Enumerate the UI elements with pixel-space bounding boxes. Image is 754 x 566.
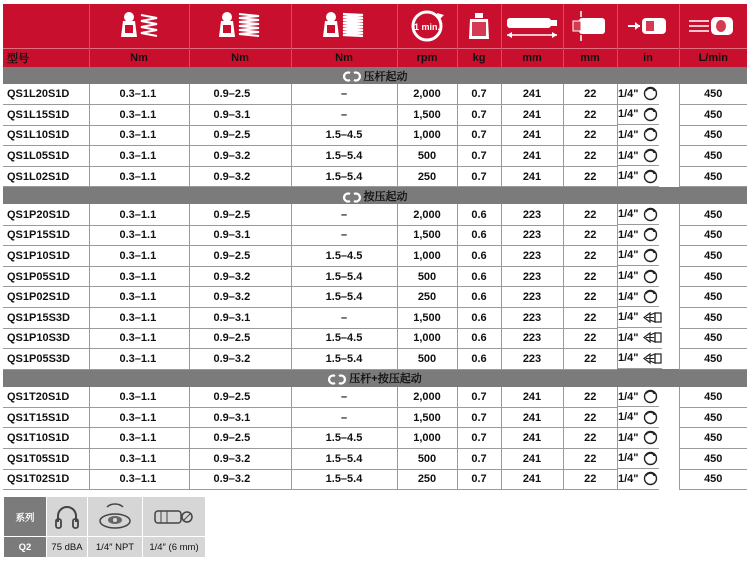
cell-air: 450 [679,125,747,146]
spindle-icon [563,4,617,49]
table-row [3,428,747,449]
unit-weight: kg [457,49,501,68]
rotation-icon [343,192,361,203]
cell-model: QS1P05S1D [3,266,89,287]
cell-model: QS1L05S1D [3,146,89,167]
cell-inlet [617,449,659,470]
cell-air: 450 [679,387,747,408]
cell-mm2: 22 [563,146,617,167]
cell-mm1: 241 [501,469,563,490]
inlet-size: 1/4" [618,390,639,403]
cell-c3: 1.5–5.4 [291,349,397,370]
cell-air: 450 [679,246,747,267]
table-row [3,266,747,287]
section-title-cell [3,187,747,205]
cell-mm1: 241 [501,449,563,470]
cell-inlet [617,105,659,126]
cell-c3: – [291,84,397,105]
nut-spring-light-icon [89,4,189,49]
swivel-icon [642,227,659,242]
section-title: 按压起动 [363,190,408,203]
unit-header-row [3,49,747,68]
cell-model: QS1T15S1D [3,407,89,428]
cell-mm1: 223 [501,266,563,287]
hose-barb-icon [642,352,662,365]
cell-inlet [617,307,662,328]
cell-c2: 0.9–2.5 [189,387,291,408]
cell-mm2: 22 [563,349,617,370]
cell-c3: 1.5–5.4 [291,146,397,167]
cell-air: 450 [679,307,747,328]
cell-mm2: 22 [563,125,617,146]
cell-air: 450 [679,105,747,126]
table-row [3,449,747,470]
cell-inlet [617,125,659,146]
inlet-size: 1/4" [618,249,639,262]
swivel-icon [642,410,659,425]
cell-c3: 1.5–4.5 [291,246,397,267]
cell-kg: 0.7 [457,125,501,146]
cell-kg: 0.7 [457,407,501,428]
legend-series-value: Q2 [4,537,47,558]
hose-barb-icon [642,331,662,344]
cell-kg: 0.6 [457,287,501,308]
cell-model: QS1T10S1D [3,428,89,449]
cell-inlet [617,246,659,267]
cell-inlet [617,166,659,187]
hose-size-icon [143,497,206,537]
hose-barb-icon [642,311,662,324]
cell-c2: 0.9–2.5 [189,125,291,146]
legend-series-label: 系列 [4,497,47,537]
unit-model: 型号 [3,49,89,68]
cell-c1: 0.3–1.1 [89,469,189,490]
cell-model: QS1L15S1D [3,105,89,126]
cell-air: 450 [679,225,747,246]
cell-rpm: 500 [397,146,457,167]
cell-model: QS1P15S1D [3,225,89,246]
rotation-icon [328,374,346,385]
cell-rpm: 1,000 [397,125,457,146]
swivel-icon [642,169,659,184]
cell-mm1: 223 [501,349,563,370]
cell-c2: 0.9–3.2 [189,469,291,490]
swivel-icon [642,86,659,101]
unit-speed: rpm [397,49,457,68]
cell-kg: 0.7 [457,449,501,470]
swivel-icon [642,430,659,445]
cell-model: QS1P15S3D [3,307,89,328]
cell-c2: 0.9–3.1 [189,105,291,126]
cell-mm2: 22 [563,204,617,225]
cell-c3: 1.5–5.4 [291,469,397,490]
cell-kg: 0.7 [457,105,501,126]
cell-kg: 0.6 [457,349,501,370]
cell-rpm: 2,000 [397,387,457,408]
unit-torque-light: Nm [89,49,189,68]
cell-kg: 0.7 [457,146,501,167]
cell-c1: 0.3–1.1 [89,105,189,126]
legend-hose-value: 1/4″ (6 mm) [143,537,206,558]
legend-thread-value: 1/4″ NPT [88,537,143,558]
cell-kg: 0.6 [457,225,501,246]
cell-rpm: 1,000 [397,246,457,267]
section-header [3,369,747,387]
inlet-size: 1/4" [618,270,639,283]
cell-c2: 0.9–3.1 [189,225,291,246]
svg-text:1 min.: 1 min. [413,22,441,32]
speed-dial-icon [397,4,457,49]
cell-mm1: 241 [501,428,563,449]
table-row [3,407,747,428]
inlet-size: 1/4" [618,87,639,100]
cell-model: QS1L20S1D [3,84,89,105]
table-row [3,166,747,187]
cell-inlet [617,407,659,428]
cell-c1: 0.3–1.1 [89,387,189,408]
length-icon [501,4,563,49]
cell-c3: 1.5–4.5 [291,328,397,349]
cell-kg: 0.6 [457,328,501,349]
unit-air: L/min [679,49,747,68]
cell-mm2: 22 [563,428,617,449]
swivel-icon [642,248,659,263]
cell-c2: 0.9–2.5 [189,328,291,349]
cell-inlet [617,469,659,490]
cell-rpm: 500 [397,449,457,470]
table-row [3,204,747,225]
cell-kg: 0.7 [457,166,501,187]
cell-mm2: 22 [563,266,617,287]
inlet-size: 1/4" [618,128,639,141]
unit-spindle: mm [563,49,617,68]
cell-kg: 0.6 [457,246,501,267]
cell-c1: 0.3–1.1 [89,307,189,328]
cell-rpm: 1,500 [397,307,457,328]
section-header [3,187,747,205]
cell-inlet [617,146,659,167]
cell-c3: 1.5–5.4 [291,449,397,470]
cell-mm2: 22 [563,449,617,470]
cell-c2: 0.9–3.1 [189,307,291,328]
cell-mm2: 22 [563,407,617,428]
inlet-size: 1/4" [618,228,639,241]
cell-c1: 0.3–1.1 [89,146,189,167]
cell-mm2: 22 [563,246,617,267]
inlet-size: 1/4" [618,290,639,303]
cell-model: QS1P10S1D [3,246,89,267]
cell-c1: 0.3–1.1 [89,328,189,349]
inlet-thread-icon [88,497,143,537]
cell-inlet [617,349,662,370]
cell-air: 450 [679,166,747,187]
cell-inlet [617,84,659,105]
air-inlet-icon [617,4,679,49]
cell-model: QS1P05S3D [3,349,89,370]
cell-c1: 0.3–1.1 [89,84,189,105]
cell-mm1: 241 [501,146,563,167]
cell-mm1: 241 [501,125,563,146]
table-row [3,125,747,146]
unit-length: mm [501,49,563,68]
spec-body [3,67,747,490]
cell-inlet [617,225,659,246]
unit-inlet: in [617,49,679,68]
cell-inlet [617,387,659,408]
cell-air: 450 [679,146,747,167]
inlet-size: 1/4" [618,411,639,424]
swivel-icon [642,207,659,222]
cell-air: 450 [679,204,747,225]
section-title: 压杆+按压起动 [349,373,422,386]
cell-c2: 0.9–2.5 [189,428,291,449]
cell-air: 450 [679,287,747,308]
cell-c3: 1.5–4.5 [291,125,397,146]
table-row [3,105,747,126]
cell-c1: 0.3–1.1 [89,266,189,287]
icon-header-row [3,4,747,49]
cell-c1: 0.3–1.1 [89,428,189,449]
cell-c2: 0.9–2.5 [189,84,291,105]
cell-mm1: 223 [501,328,563,349]
cell-model: QS1L02S1D [3,166,89,187]
section-title-cell [3,67,747,84]
cell-mm2: 22 [563,225,617,246]
inlet-size: 1/4" [618,472,639,485]
cell-inlet [617,328,662,349]
blank-header-cell [3,4,89,49]
cell-inlet [617,266,659,287]
cell-inlet [617,287,659,308]
cell-mm2: 22 [563,328,617,349]
cell-c1: 0.3–1.1 [89,166,189,187]
cell-model: QS1P20S1D [3,204,89,225]
cell-c3: – [291,204,397,225]
inlet-size: 1/4" [618,452,639,465]
cell-c1: 0.3–1.1 [89,246,189,267]
cell-mm1: 241 [501,84,563,105]
table-row [3,469,747,490]
inlet-size: 1/4" [618,108,639,121]
air-consumption-icon [679,4,747,49]
section-header [3,67,747,84]
cell-rpm: 1,500 [397,105,457,126]
cell-kg: 0.6 [457,307,501,328]
cell-model: QS1L10S1D [3,125,89,146]
section-title: 压杆起动 [363,70,408,83]
cell-air: 450 [679,449,747,470]
cell-mm2: 22 [563,307,617,328]
swivel-icon [642,389,659,404]
cell-air: 450 [679,266,747,287]
table-row [3,307,747,328]
cell-rpm: 2,000 [397,204,457,225]
cell-c2: 0.9–3.1 [189,407,291,428]
cell-inlet [617,428,659,449]
inlet-size: 1/4" [618,431,639,444]
table-row [3,246,747,267]
cell-rpm: 250 [397,166,457,187]
cell-mm2: 22 [563,166,617,187]
cell-c1: 0.3–1.1 [89,125,189,146]
cell-model: QS1T05S1D [3,449,89,470]
swivel-icon [642,289,659,304]
table-row [3,84,747,105]
inlet-size: 1/4" [618,149,639,162]
cell-air: 450 [679,469,747,490]
table-row [3,349,747,370]
cell-c2: 0.9–2.5 [189,246,291,267]
cell-c1: 0.3–1.1 [89,225,189,246]
cell-model: QS1P02S1D [3,287,89,308]
swivel-icon [642,451,659,466]
cell-mm1: 223 [501,287,563,308]
cell-air: 450 [679,407,747,428]
section-title-cell [3,369,747,387]
table-row [3,328,747,349]
cell-c3: – [291,105,397,126]
cell-c3: – [291,307,397,328]
cell-kg: 0.7 [457,428,501,449]
spec-table [3,4,747,490]
inlet-size: 1/4" [618,208,639,221]
cell-c2: 0.9–2.5 [189,204,291,225]
inlet-size: 1/4" [618,331,639,344]
cell-air: 450 [679,328,747,349]
cell-mm2: 22 [563,84,617,105]
swivel-icon [642,148,659,163]
inlet-size: 1/4" [618,170,639,183]
cell-c2: 0.9–3.2 [189,146,291,167]
cell-rpm: 500 [397,266,457,287]
swivel-icon [642,471,659,486]
cell-c3: – [291,407,397,428]
inlet-size: 1/4" [618,311,639,324]
cell-rpm: 1,000 [397,428,457,449]
cell-air: 450 [679,428,747,449]
cell-mm1: 241 [501,166,563,187]
cell-mm1: 223 [501,246,563,267]
cell-c2: 0.9–3.2 [189,287,291,308]
cell-kg: 0.7 [457,387,501,408]
cell-c3: 1.5–5.4 [291,287,397,308]
headphones-icon [47,497,88,537]
cell-mm1: 241 [501,407,563,428]
cell-model: QS1T02S1D [3,469,89,490]
weight-icon [457,4,501,49]
cell-kg: 0.6 [457,266,501,287]
cell-rpm: 250 [397,469,457,490]
cell-c3: 1.5–5.4 [291,266,397,287]
cell-mm1: 223 [501,307,563,328]
table-row [3,146,747,167]
table-row [3,387,747,408]
cell-mm1: 241 [501,387,563,408]
cell-c1: 0.3–1.1 [89,349,189,370]
cell-c1: 0.3–1.1 [89,287,189,308]
cell-c3: – [291,387,397,408]
legend-noise-value: 75 dBA [47,537,88,558]
cell-c3: 1.5–5.4 [291,166,397,187]
cell-c2: 0.9–3.2 [189,266,291,287]
cell-rpm: 250 [397,287,457,308]
cell-kg: 0.7 [457,84,501,105]
cell-c1: 0.3–1.1 [89,407,189,428]
unit-torque-medium: Nm [189,49,291,68]
swivel-icon [642,269,659,284]
cell-rpm: 1,500 [397,407,457,428]
cell-air: 450 [679,84,747,105]
cell-c2: 0.9–3.2 [189,166,291,187]
cell-air: 450 [679,349,747,370]
cell-mm1: 223 [501,204,563,225]
cell-kg: 0.6 [457,204,501,225]
cell-mm1: 241 [501,105,563,126]
cell-rpm: 1,500 [397,225,457,246]
cell-c2: 0.9–3.2 [189,449,291,470]
cell-rpm: 500 [397,349,457,370]
cell-mm1: 223 [501,225,563,246]
cell-inlet [617,204,659,225]
swivel-icon [642,107,659,122]
legend-table [3,496,206,558]
nut-spring-medium-icon [189,4,291,49]
cell-c1: 0.3–1.1 [89,204,189,225]
table-row [3,225,747,246]
rotation-icon [343,71,361,82]
cell-c3: – [291,225,397,246]
cell-model: QS1T20S1D [3,387,89,408]
cell-rpm: 1,000 [397,328,457,349]
inlet-size: 1/4" [618,352,639,365]
cell-c2: 0.9–3.2 [189,349,291,370]
cell-mm2: 22 [563,387,617,408]
cell-model: QS1P10S3D [3,328,89,349]
cell-mm2: 22 [563,469,617,490]
cell-rpm: 2,000 [397,84,457,105]
table-row [3,287,747,308]
cell-kg: 0.7 [457,469,501,490]
nut-spring-heavy-icon [291,4,397,49]
swivel-icon [642,127,659,142]
cell-mm2: 22 [563,105,617,126]
cell-c3: 1.5–4.5 [291,428,397,449]
cell-mm2: 22 [563,287,617,308]
unit-torque-heavy: Nm [291,49,397,68]
cell-c1: 0.3–1.1 [89,449,189,470]
